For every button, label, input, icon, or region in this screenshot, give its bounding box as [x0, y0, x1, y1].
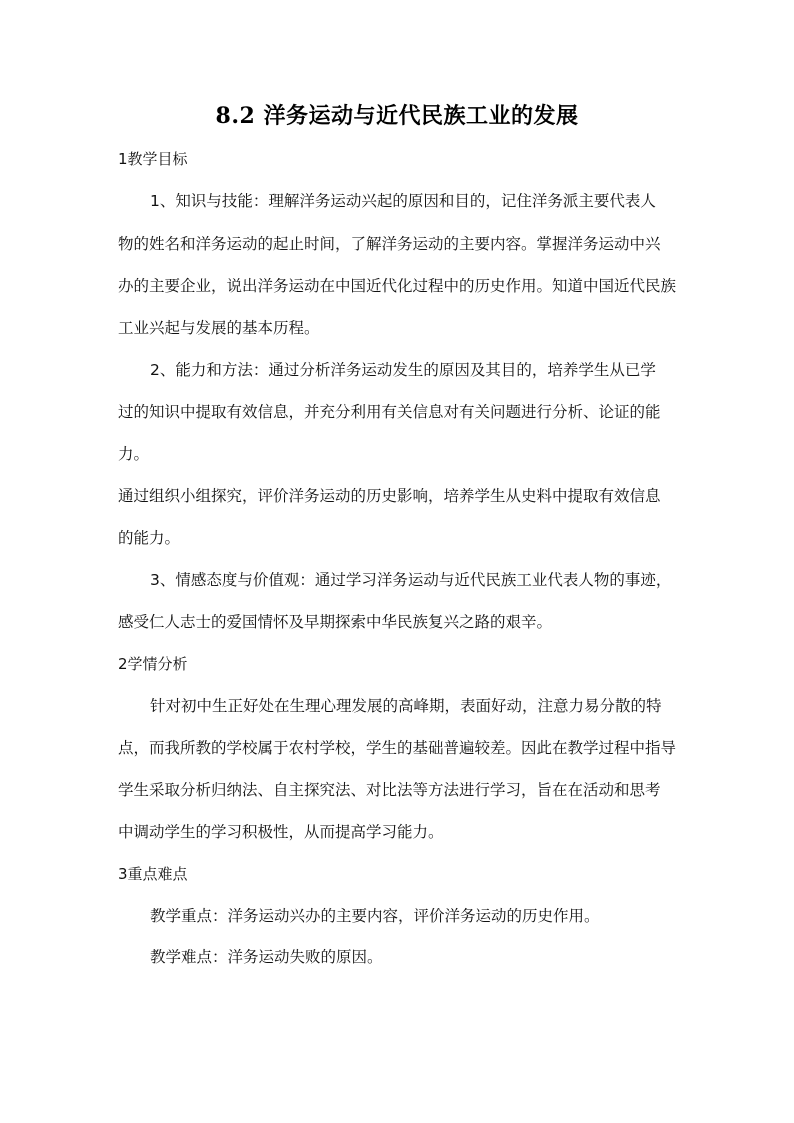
paragraph-line: 的能力。 [118, 529, 181, 547]
page-title: 8.2 洋务运动与近代民族工业的发展 [215, 103, 579, 129]
paragraph-line: 教学重点：洋务运动兴办的主要内容，评价洋务运动的历史作用。 [150, 907, 600, 925]
paragraph-line: 3、情感态度与价值观：通过学习洋务运动与近代民族工业代表人物的事迹， [150, 571, 672, 589]
paragraph-line: 点，而我所教的学校属于农村学校，学生的基础普遍较差。因此在教学过程中指导 [118, 739, 677, 757]
section-heading-teaching-goals: 1教学目标 [118, 150, 188, 168]
section-heading-learning-analysis: 2学情分析 [118, 655, 188, 673]
paragraph-line: 1、知识与技能：理解洋务运动兴起的原因和目的，记住洋务派主要代表人 [150, 192, 656, 210]
paragraph-line: 办的主要企业，说出洋务运动在中国近代化过程中的历史作用。知道中国近代民族 [118, 277, 677, 295]
section-heading-key-points: 3重点难点 [118, 865, 188, 883]
paragraph-line: 感受仁人志士的爱国情怀及早期探索中华民族复兴之路的艰辛。 [118, 613, 553, 631]
paragraph-line: 学生采取分析归纳法、自主探究法、对比法等方法进行学习，旨在在活动和思考 [118, 781, 661, 799]
paragraph-line: 通过组织小组探究，评价洋务运动的历史影响，培养学生从史料中提取有效信息 [118, 487, 661, 505]
paragraph-line: 2、能力和方法：通过分析洋务运动发生的原因及其目的，培养学生从已学 [150, 361, 656, 379]
paragraph-line: 力。 [118, 445, 150, 463]
paragraph-line: 针对初中生正好处在生理心理发展的高峰期，表面好动，注意力易分散的特 [150, 697, 662, 715]
paragraph-line: 中调动学生的学习积极性，从而提高学习能力。 [118, 823, 444, 841]
paragraph-line: 工业兴起与发展的基本历程。 [118, 319, 320, 337]
paragraph-line: 物的姓名和洋务运动的起止时间，了解洋务运动的主要内容。掌握洋务运动中兴 [118, 235, 661, 253]
paragraph-line: 教学难点：洋务运动失败的原因。 [150, 948, 383, 966]
paragraph-line: 过的知识中提取有效信息，并充分利用有关信息对有关问题进行分析、论证的能 [118, 403, 661, 421]
